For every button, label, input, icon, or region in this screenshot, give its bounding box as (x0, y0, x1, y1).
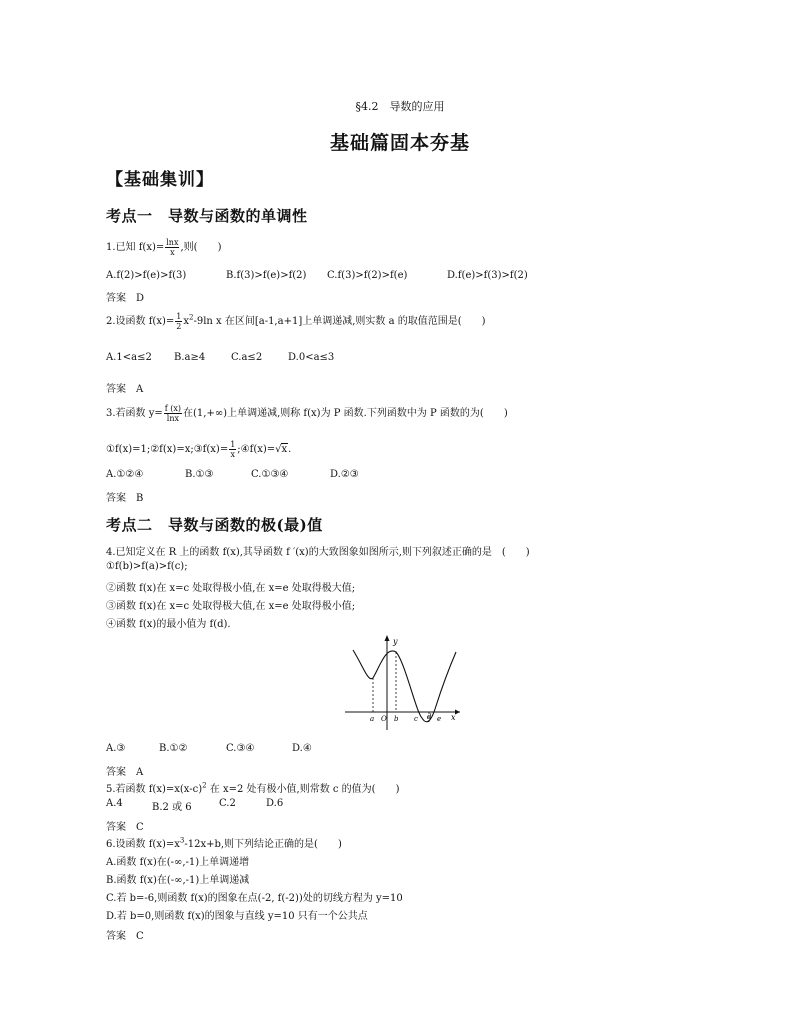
q6-option-a: A.函数 f(x)在(-∞,-1)上单调递增 (106, 857, 250, 868)
q4-option-a: A.③ (106, 743, 126, 754)
derivative-curve (353, 650, 456, 722)
q3-fraction: $\frac{f (x)}{\ln x}$ (164, 404, 182, 423)
q2-option-c: C.a≤2 (231, 352, 263, 363)
q2-answer: 答案 A (106, 384, 144, 395)
label-a: a (370, 715, 375, 723)
q3-candidates: ①f(x)=1;②f(x)=x;③f(x)= $\frac{1}{x}$ ;④f(x)=√x. (106, 440, 292, 459)
q4-answer: 答案 A (106, 767, 144, 778)
q3-answer: 答案 B (106, 493, 144, 504)
q5-option-d: D.6 (266, 798, 284, 809)
question-1 (106, 238, 221, 257)
point1-title: 考点一 导数与函数的单调性 (106, 207, 308, 225)
derivative-graph-figure (340, 632, 465, 732)
q1-option-c: C.f(3)>f(2)>f(e) (327, 270, 408, 281)
label-e: e (437, 715, 442, 723)
label-origin: O (381, 715, 387, 723)
q1-option-d: D.f(e)>f(3)>f(2) (447, 270, 528, 281)
question-6: 6.设函数 $f(x)=x^3-12x+b$,则下列结论正确的是( ) (106, 836, 342, 850)
q5-answer: 答案 C (106, 822, 144, 833)
section-heading: §4.2 导数的应用 (355, 100, 445, 113)
y-axis-arrow (385, 635, 390, 641)
q1-option-a: A.f(2)>f(e)>f(3) (106, 270, 187, 281)
x-axis-label: x (451, 713, 456, 722)
y-axis-label: y (393, 637, 398, 646)
q1-answer: 答案 D (106, 293, 145, 304)
q4-option-d: D.④ (292, 743, 312, 754)
question-4: 4.已知定义在 R 上的函数 f(x),其导函数 f ′(x)的大致图象如图所示,则下列叙述正确的是 ( ) (106, 547, 530, 558)
page-title: 基础篇固本夯基 (329, 132, 470, 154)
q5-option-c: C.2 (219, 798, 236, 809)
q2-option-b: B.a≥4 (174, 352, 206, 363)
q6-option-b: B.函数 f(x)在(-∞,-1)上单调递减 (106, 875, 250, 886)
q4-option-b: B.①② (159, 743, 188, 754)
q2-option-d: D.0<a≤3 (288, 352, 335, 363)
q4-statement-2: ②函数 f(x)在 x=c 处取得极小值,在 x=e 处取得极大值; (106, 583, 356, 594)
q2-fraction: $\frac{1}{2}$ (176, 312, 182, 331)
question-3: 3.若函数 y= $\frac{f (x)}{\ln x}$ 在(1,+∞)上单调递减,则称 f(x)为 P 函数.下列函数中为 P 函数的为( ) (106, 404, 508, 423)
q5-option-a: A.4 (106, 798, 123, 809)
q3-item-fraction: $\frac{1}{x}$ (230, 440, 236, 459)
q5-option-b: B.2 或 6 (152, 802, 192, 813)
q1-stem-pre: 1.已知 f(x)= (106, 242, 165, 253)
q6-answer: 答案 C (106, 931, 144, 942)
q3-option-d: D.②③ (330, 469, 359, 480)
question-2: 2.设函数 f(x)= $\frac{1}{2}$ $x^2-9\ln$ x 在区间[a-1,a+1]上单调递减,则实数 a 的取值范围是( ) (106, 312, 486, 331)
question-5: 5.若函数 $f(x)=x(x-c)^2$ 在 x=2 处有极小值,则常数 c 的值为( ) (106, 781, 400, 795)
q4-option-c: C.③④ (226, 743, 255, 754)
training-heading: 【基础集训】 (106, 170, 214, 190)
q4-statement-3: ③函数 f(x)在 x=c 处取得极大值,在 x=e 处取得极小值; (106, 601, 356, 612)
point2-title: 考点二 导数与函数的极(最)值 (106, 516, 323, 534)
q6-option-c: C.若 b=-6,则函数 f(x)的图象在点(-2, f(-2))处的切线方程为 y=10 (106, 893, 403, 904)
x-axis-arrow (455, 710, 460, 715)
q3-option-a: A.①②④ (106, 469, 144, 480)
q1-option-b: B.f(3)>f(e)>f(2) (226, 270, 307, 281)
q2-option-a: A.1<a≤2 (106, 352, 152, 363)
label-b: b (394, 715, 399, 723)
q1-fraction: $\frac{\ln x}{x}$ (166, 238, 179, 257)
label-c: c (414, 715, 418, 723)
q4-statement-4: ④函数 f(x)的最小值为 f(d). (106, 619, 231, 630)
q1-stem-post: ,则( ) (180, 242, 222, 253)
label-d: d (427, 713, 432, 721)
q6-option-d: D.若 b=0,则函数 f(x)的图象与直线 y=10 只有一个公共点 (106, 911, 368, 922)
q3-option-b: B.①③ (185, 469, 214, 480)
q4-statement-1: ①f(b)>f(a)>f(c); (106, 561, 188, 572)
q3-option-c: C.①③④ (251, 469, 289, 480)
